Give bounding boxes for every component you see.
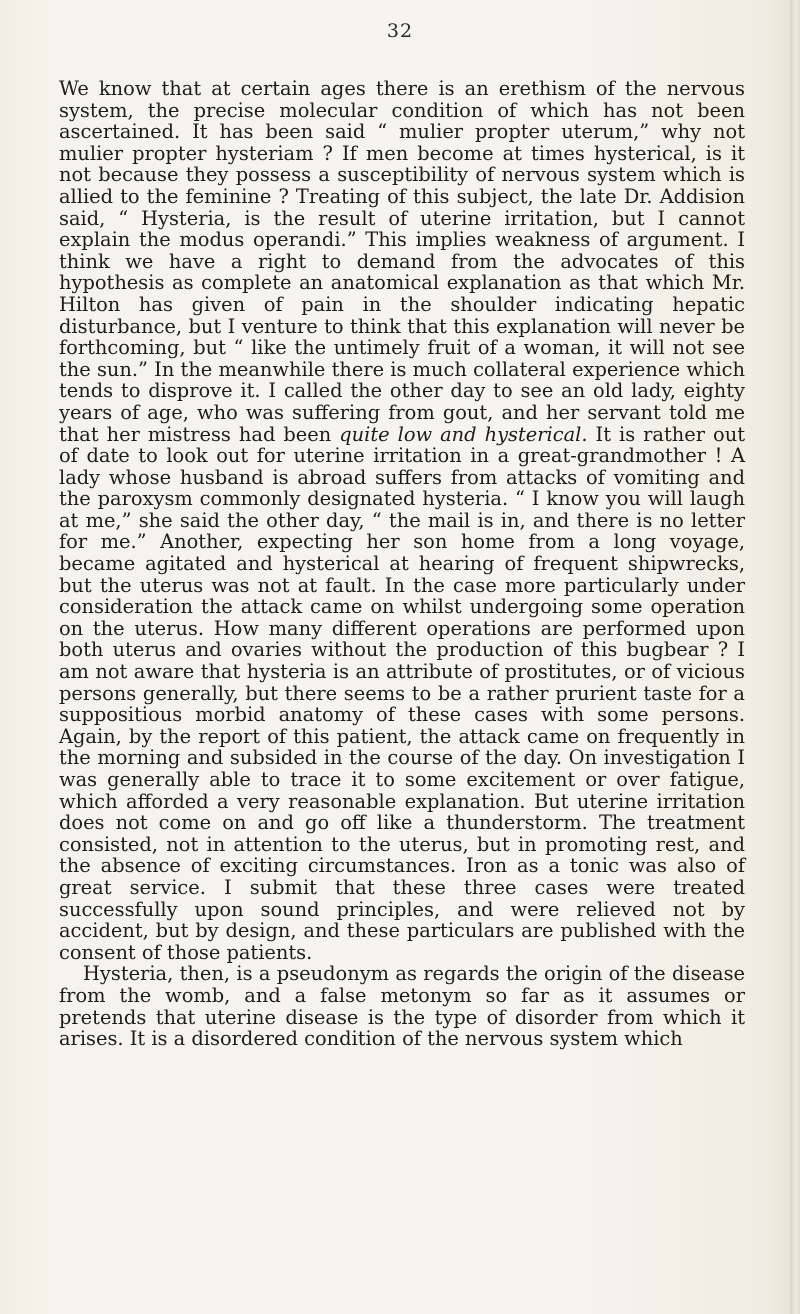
paragraph-1-text-a: We know that at certain ages there is an erethism of the nervous system, the precise molecular condition of which has not been ascertained. It has been said “ mulier propter uterum,” why not mulier propter hysteriam ? If men become at times hysterical, is it not because they possess a susceptibility of nervous system which is allied to the feminine ? Treating of this subject, the late Dr. Addision said, “ Hysteria, is the result of uterine irritation, but I cannot explain the modus operandi.” This implies weakness of argument. I think we have a right to demand from the advocates of this hypothesis as complete an anatomical explanation as that which Mr. Hilton has given of pain in the shoulder indicating hepatic disturbance, but I venture to think that this explanation will never be forthcoming, but “ like the untimely fruit of a woman, it will not see the sun.” In the meanwhile there is much collateral experience which tends to disprove it. I called the other day to see an old lady, eighty years of age, who was suffering from gout, and her servant told me that her mistress had been (59, 77, 745, 446)
italic-quote: quite low and hysterical. (339, 422, 588, 446)
paragraph-1 (59, 78, 745, 963)
paragraph-2: Hysteria, then, is a pseudonym as regards the origin of the disease from the womb, and a false metonym so far as it assumes or pretends that uterine disease is the type of disorder from which it arises. It is a disordered condition of the nervous system which (59, 962, 745, 1051)
page-edge-shadow (790, 0, 800, 1314)
paragraph-1-text-b: It is rather out of date to look out for uterine irritation in a great-grandmother ! A lady whose husband is abroad suffers from attacks of vomiting and the paroxysm commonly designated hysteria. “ I know you will laugh at me,” she said the other day, “ the mail is in, and there is no letter for me.” Another, expecting her son home from a long voyage, became agitated and hysterical at hearing of frequent shipwrecks, but the uterus was not at fault. In the case more particularly under consideration the attack came on whilst undergoing some operation on the uterus. How many different operations are performed upon both uterus and ovaries without the production of this bugbear ? I am not aware that hysteria is an attribute of prostitutes, or of vicious persons generally, but there seems to be a rather prurient taste for a suppositious morbid anatomy of these cases with some persons. Again, by the report of this patient, the attack came on frequently in the morning and subsided in the course of the day. On investigation I was generally able to trace it to some excitement or over fatigue, which afforded a very reasonable explanation. But uterine irritation does not come on and go off like a thunderstorm. The treatment consisted, not in attention to the uterus, but in promoting rest, and the absence of exciting circumstances. Iron as a tonic was also of great service. I submit that these three cases were treated successfully upon sound principles, and were relieved not by accident, but by design, and these particulars are published with the consent of those patients. (59, 422, 745, 964)
body-text (59, 78, 745, 1050)
page-number: 32 (386, 20, 414, 42)
